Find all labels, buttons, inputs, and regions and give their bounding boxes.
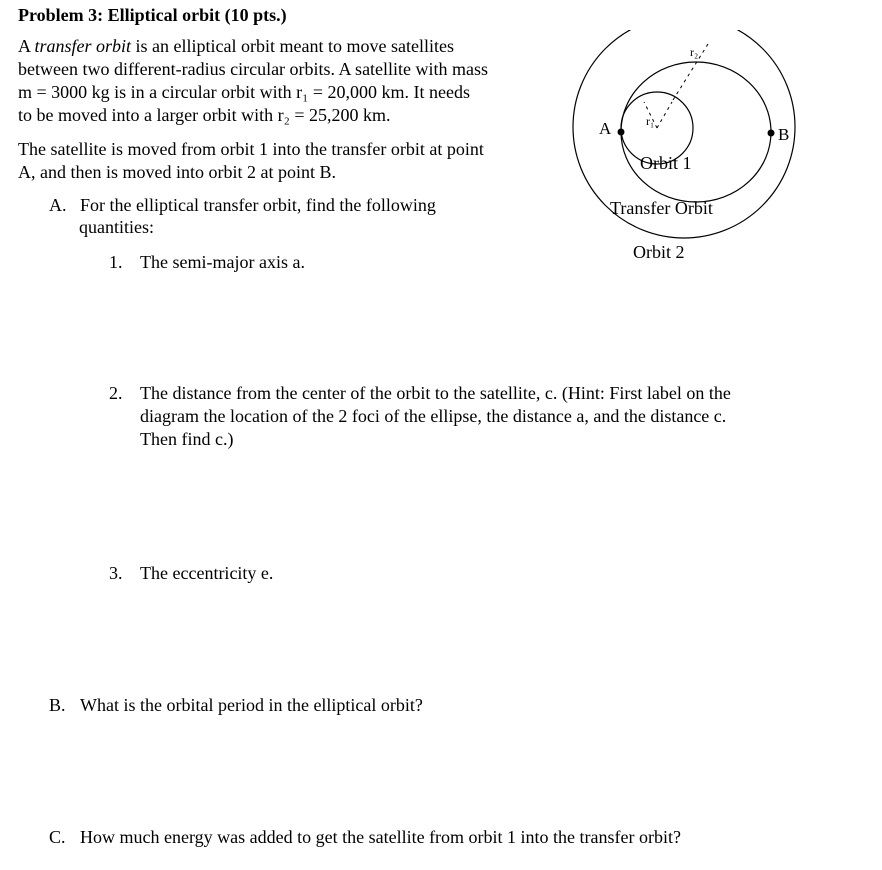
question-1-number: 1. [109, 252, 123, 272]
part-c-label: C. [49, 827, 66, 847]
intro-line-1: A transfer orbit is an elliptical orbit meant to move satellites [18, 36, 454, 56]
question-2 [109, 382, 731, 451]
question-3-number: 3. [109, 563, 123, 583]
part-c [49, 826, 681, 849]
part-b-text: What is the orbital period in the elliptical orbit? [80, 695, 423, 715]
question-2-line-2: diagram the location of the 2 foci of the ellipse, the distance a, and the distance c. [140, 406, 727, 426]
part-a-line-1: For the elliptical transfer orbit, find the following [80, 195, 436, 215]
question-3-text: The eccentricity e. [140, 563, 274, 583]
part-a-label: A. [49, 195, 67, 215]
problem-title: Problem 3: Elliptical orbit (10 pts.) [18, 5, 287, 25]
label-a: A [599, 119, 612, 138]
part-a-line-2: quantities: [79, 217, 154, 237]
question-2-line-3: Then find c.) [140, 429, 234, 449]
question-3 [109, 562, 273, 585]
transfer-paragraph [18, 138, 484, 184]
label-orbit-1: Orbit 1 [640, 153, 692, 173]
label-b: B [778, 125, 790, 144]
label-transfer-orbit: Transfer Orbit [610, 198, 713, 218]
part-b [49, 694, 423, 717]
transfer-orbit-ellipse [621, 62, 771, 202]
label-orbit-2: Orbit 2 [633, 242, 685, 262]
transfer-line-2: A, and then is moved into orbit 2 at point B. [18, 162, 336, 182]
intro-line-3: m = 3000 kg is in a circular orbit with r₁ = 20,000 km. It needs [18, 82, 471, 102]
label-r1: r₁ [646, 114, 655, 128]
part-c-text: How much energy was added to get the satellite from orbit 1 into the transfer orbit? [80, 827, 681, 847]
transfer-line-1: The satellite is moved from orbit 1 into the transfer orbit at point [18, 139, 484, 159]
question-2-number: 2. [109, 383, 123, 403]
label-r2: r₂ [690, 45, 699, 59]
point-a-marker [618, 129, 625, 136]
point-b-marker [768, 130, 775, 137]
intro-line-2: between two different-radius circular orbits. A satellite with mass [18, 59, 489, 79]
question-1-text: The semi-major axis a. [140, 252, 305, 272]
intro-line-4: to be moved into a larger orbit with r₂ = 25,200 km. [18, 105, 391, 125]
question-1 [109, 251, 305, 274]
part-b-label: B. [49, 695, 66, 715]
part-a [49, 194, 436, 238]
orbit-diagram [560, 30, 820, 280]
intro-paragraph [18, 35, 488, 127]
r1-radius-line-2 [657, 102, 672, 128]
question-2-line-1: The distance from the center of the orbit to the satellite, c. (Hint: First label on the [140, 383, 731, 403]
